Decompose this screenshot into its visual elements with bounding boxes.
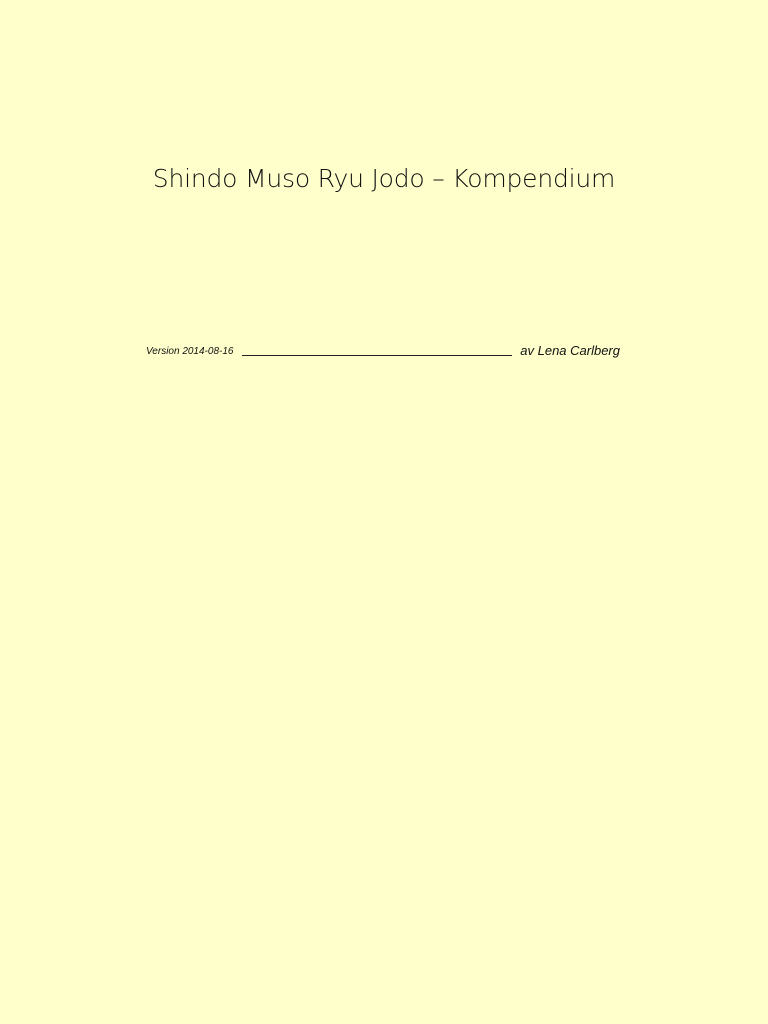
version-label: Version 2014-08-16	[146, 346, 234, 357]
underline-divider	[242, 355, 512, 356]
document-title: Shindo Muso Ryu Jodo – Kompendium	[152, 164, 616, 193]
author-label: av Lena Carlberg	[520, 343, 620, 358]
version-author-line	[146, 343, 622, 361]
